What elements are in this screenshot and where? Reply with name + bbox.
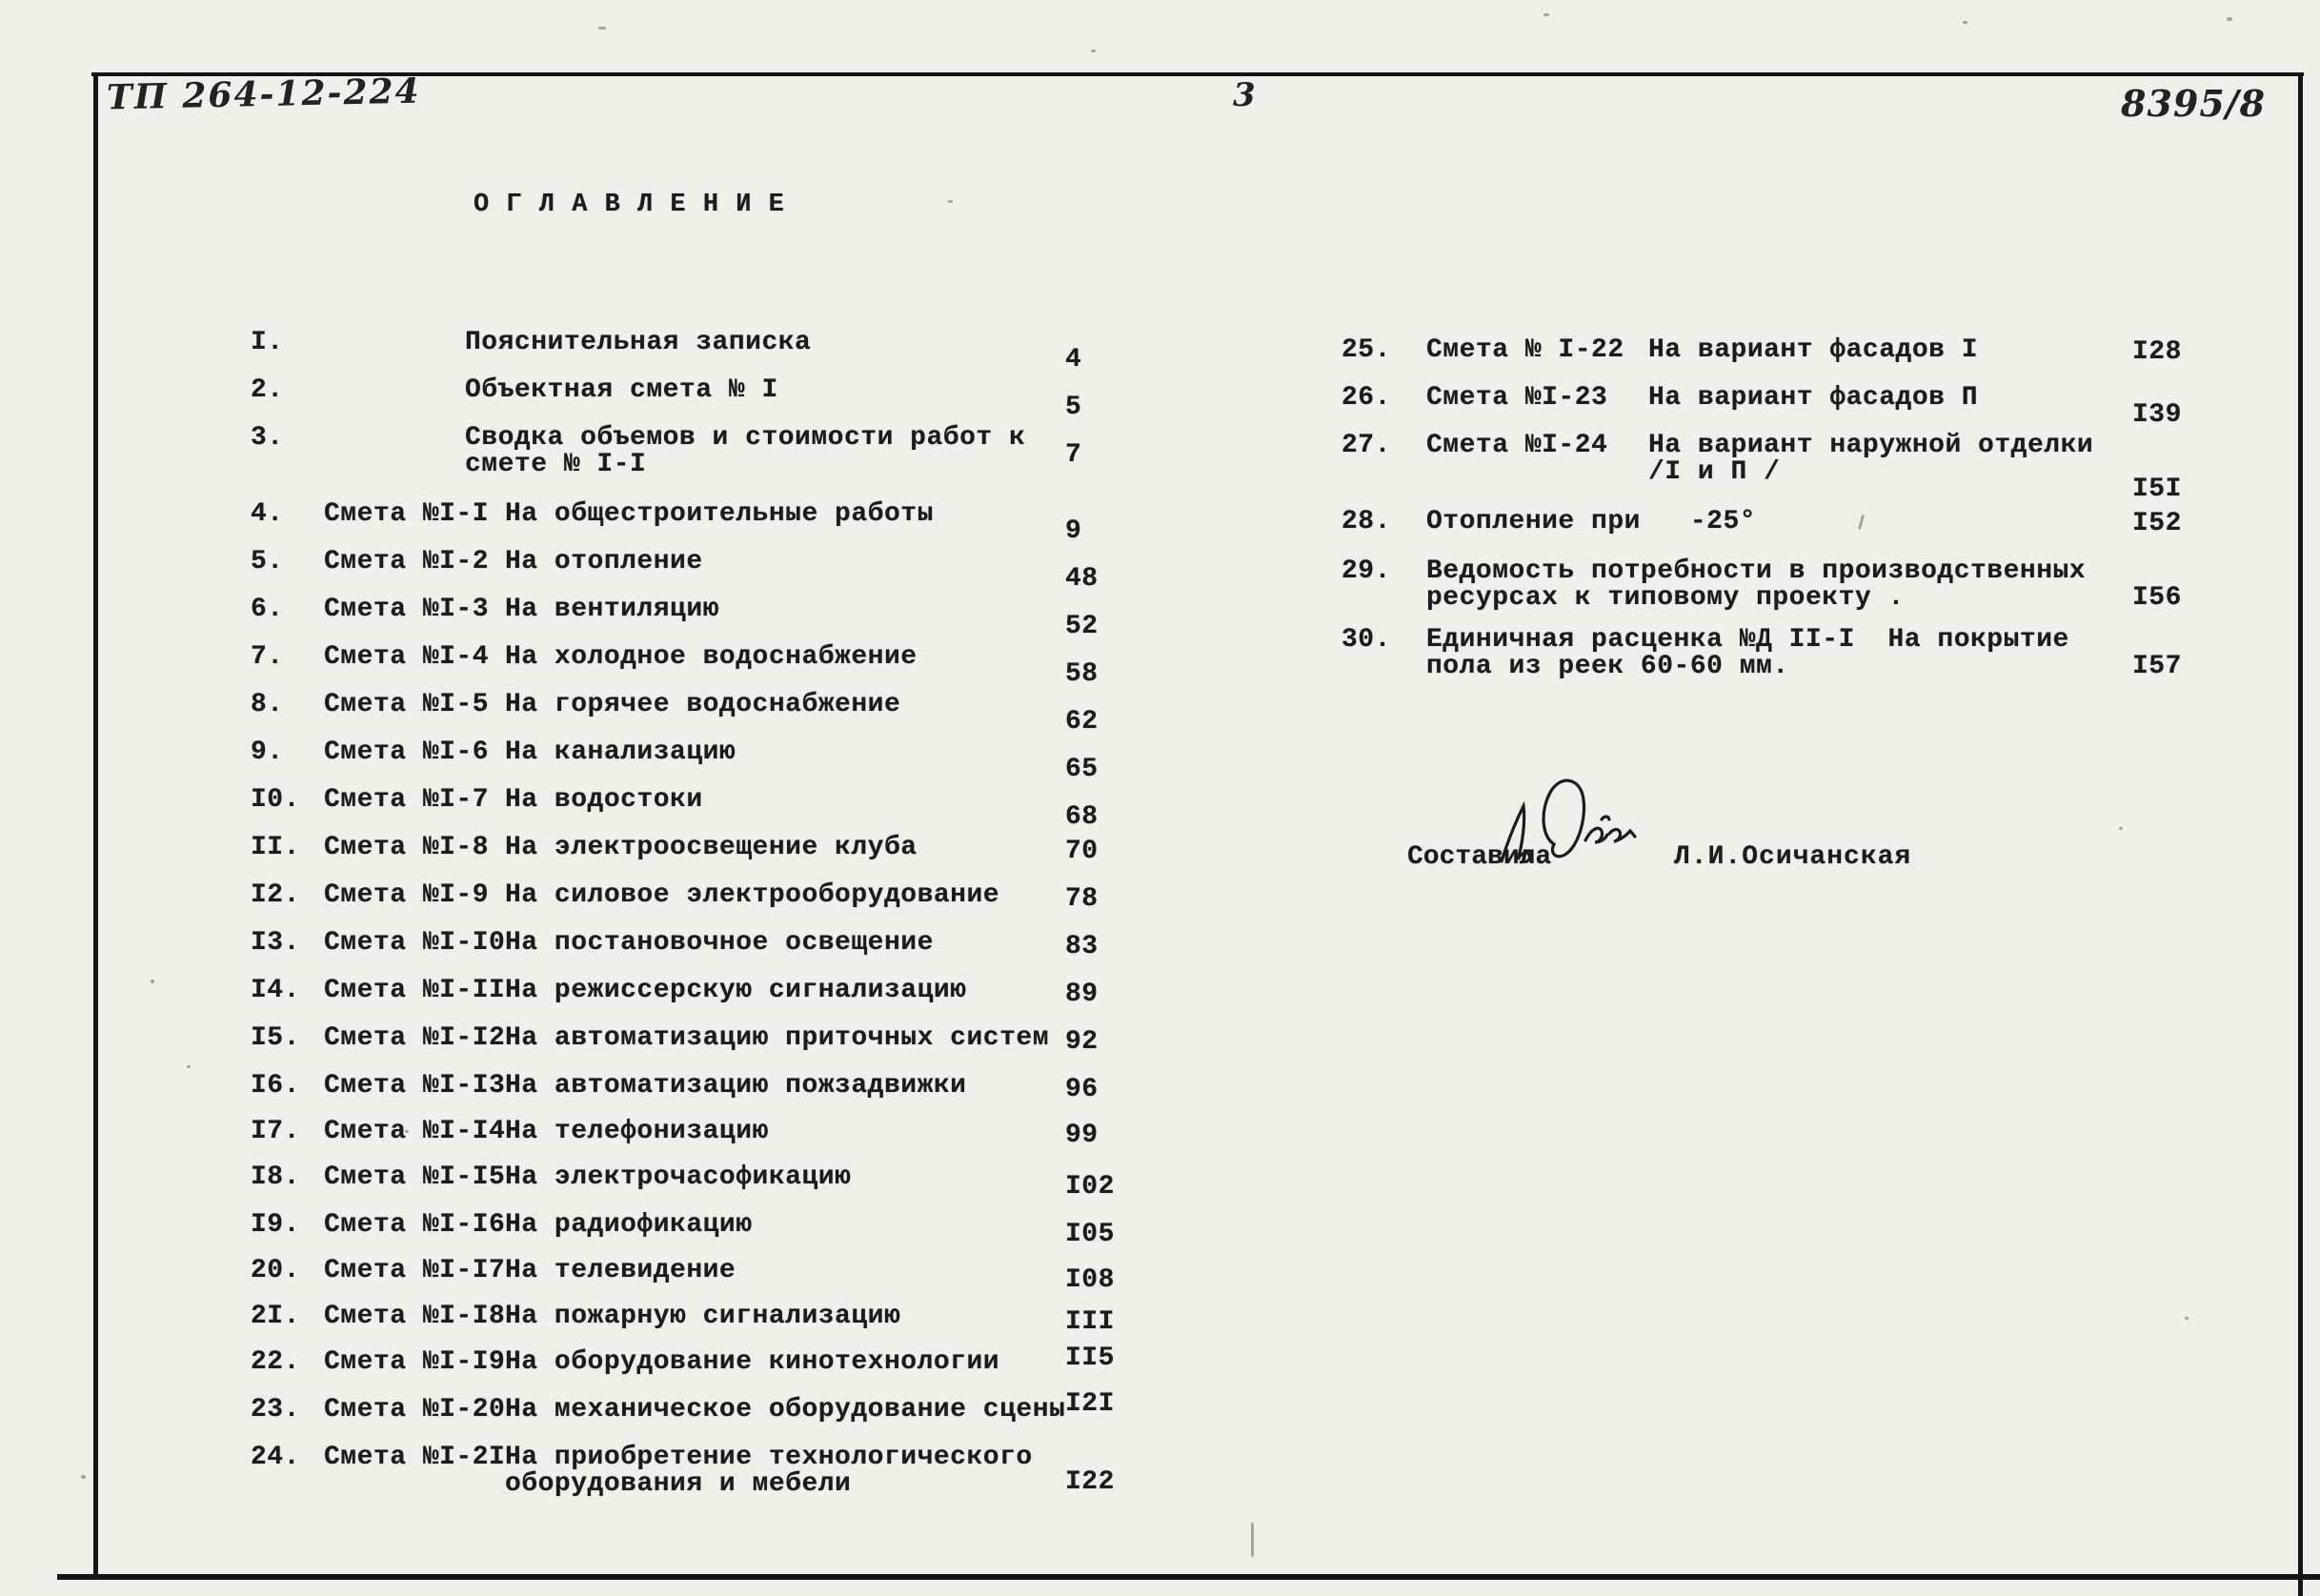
toc-entry-code: Смета №I-I2 — [324, 1023, 506, 1053]
toc-entry-code: Смета № I-22 — [1426, 335, 1624, 365]
toc-entry — [0, 737, 2320, 784]
toc-entry-number: 7. — [251, 642, 284, 672]
toc-entry-number: 5. — [251, 547, 284, 576]
toc-entry-code: Смета №I-3 — [324, 595, 490, 624]
toc-entry-code: Смета №I-I3 — [324, 1071, 506, 1101]
toc-entry — [0, 1210, 2320, 1249]
signature-icon — [1494, 774, 1656, 883]
toc-entry-page: 70 — [1065, 837, 1099, 866]
toc-entry-page: I5I — [2132, 475, 2182, 504]
toc-entry-code: Смета №I-I5 — [324, 1162, 506, 1192]
toc-entry-number: 6. — [251, 595, 284, 624]
toc-entry-title: На вариант наружной отделки — [1648, 431, 2094, 460]
toc-entry-page: 89 — [1065, 980, 1099, 1009]
toc-entry-page: I08 — [1065, 1265, 1115, 1295]
toc-entry-number: 3. — [251, 423, 284, 453]
toc-entry-number: I6. — [251, 1071, 300, 1101]
toc-entry-code: Смета №I-I9 — [324, 1347, 506, 1377]
toc-entry-code: Смета №I-23 — [1426, 383, 1608, 413]
toc-entry — [0, 833, 2320, 865]
toc-entry-title: На канализацию — [505, 737, 736, 767]
toc-entry — [0, 1117, 2320, 1149]
toc-entry-code: Смета №I-20 — [324, 1395, 506, 1424]
toc-entry-number: 23. — [251, 1395, 300, 1424]
toc-entry-number: 2I. — [251, 1302, 300, 1331]
toc-entry-number: 26. — [1342, 383, 1391, 413]
toc-entry-code: Смета №I-24 — [1426, 431, 1608, 460]
toc-entry — [0, 1162, 2320, 1202]
toc-entry-number: 27. — [1342, 431, 1391, 460]
toc-entry-title: На вариант фасадов П — [1648, 383, 1979, 413]
composed-by-label: Составила — [1407, 842, 1552, 872]
toc-entry-code: Смета №I-9 — [324, 880, 490, 910]
toc-entry-number: I0. — [251, 785, 300, 815]
toc-entry-page: I56 — [2132, 583, 2182, 613]
toc-entry-page: 65 — [1065, 755, 1099, 784]
toc-entry-title: На постановочное освещение — [505, 928, 934, 958]
toc-entry-title: На силовое электрооборудование — [505, 880, 1000, 910]
toc-entry-title: На автоматизацию пожзадвижки — [505, 1071, 967, 1101]
toc-entry-code: Смета №I-I4 — [324, 1117, 506, 1146]
toc-entry — [0, 1256, 2320, 1295]
toc-entry-title: На холодное водоснабжение — [505, 642, 918, 672]
toc-entry-title: На механическое оборудование сцены — [505, 1395, 1066, 1424]
toc-entry-number: I. — [251, 328, 284, 357]
toc-entry-title: На режиссерскую сигнализацию — [505, 976, 967, 1005]
toc-entry-number: I2. — [251, 880, 300, 910]
page-border-top — [91, 72, 2304, 76]
toc-entry-code: Смета №I-4 — [324, 642, 490, 672]
toc-entry-title: Отопление при -25° — [1426, 507, 1757, 536]
toc-entry-title: Ведомость потребности в производственных — [1426, 556, 2087, 586]
toc-entry-code: Смета №I-I8 — [324, 1302, 506, 1331]
toc-entry-page: 68 — [1065, 802, 1099, 832]
toc-entry-number: I7. — [251, 1117, 300, 1146]
toc-entry — [0, 976, 2320, 1008]
toc-entry-code: Смета №I-7 — [324, 785, 490, 815]
toc-entry-page: III — [1065, 1307, 1115, 1337]
toc-entry-title: На отопление — [505, 547, 703, 576]
toc-entry-page: 78 — [1065, 884, 1099, 914]
toc-entry — [0, 785, 2320, 832]
toc-entry-page: 7 — [1065, 440, 1082, 470]
toc-entry-title: На общестроительные работы — [505, 499, 934, 529]
toc-entry-number: I9. — [251, 1210, 300, 1240]
toc-entry-title: На телефонизацию — [505, 1117, 769, 1146]
toc-entry-title: На горячее водоснабжение — [505, 690, 901, 719]
toc-entry — [0, 928, 2320, 960]
toc-entry-title: На телевидение — [505, 1256, 736, 1285]
toc-entry-title: Сводка объемов и стоимости работ к — [465, 423, 1026, 453]
toc-entry-code: Смета №I-8 — [324, 833, 490, 862]
toc-entry-page: I39 — [2132, 400, 2182, 430]
toc-entry-page: II5 — [1065, 1343, 1115, 1373]
toc-entry-page: 99 — [1065, 1121, 1099, 1150]
toc-entry-title: На электроосвещение клуба — [505, 833, 918, 862]
toc-entry-page: 92 — [1065, 1027, 1099, 1057]
toc-entry-number: I3. — [251, 928, 300, 958]
toc-entry-number: 9. — [251, 737, 284, 767]
toc-entry — [0, 383, 2320, 430]
toc-entry-code: Смета №I-II — [324, 976, 506, 1005]
toc-entry-title-line2: смете № I-I — [465, 450, 647, 479]
toc-entry-title: На электрочасофикацию — [505, 1162, 852, 1192]
stamp-number: 8395/8 — [2121, 82, 2267, 125]
toc-entry-number: I4. — [251, 976, 300, 1005]
toc-entry-title: На вентиляцию — [505, 595, 719, 624]
toc-entry-number: I8. — [251, 1162, 300, 1192]
toc-entry-number: 25. — [1342, 335, 1391, 365]
toc-entry-page: 52 — [1065, 612, 1099, 641]
toc-entry-title: На автоматизацию приточных систем — [505, 1023, 1049, 1053]
toc-entry-number: 28. — [1342, 507, 1391, 536]
toc-entry-page: 62 — [1065, 707, 1099, 737]
toc-entry-number: II. — [251, 833, 300, 862]
toc-entry-page: I02 — [1065, 1172, 1115, 1202]
toc-entry-code: Смета №I-2 — [324, 547, 490, 576]
toc-entry — [0, 1023, 2320, 1056]
toc-entry-page: 48 — [1065, 564, 1099, 594]
toc-entry-number: 20. — [251, 1256, 300, 1285]
toc-entry — [0, 507, 2320, 539]
toc-entry-page: 83 — [1065, 932, 1099, 961]
toc-entry-title-line2: ресурсах к типовому проекту . — [1426, 583, 1905, 613]
toc-entry-title: На приобретение технологического — [505, 1443, 1033, 1472]
toc-entry-page: 58 — [1065, 659, 1099, 689]
toc-entry-page: I57 — [2132, 652, 2182, 681]
toc-entry-page: I05 — [1065, 1220, 1115, 1249]
toc-entry — [0, 1302, 2320, 1337]
toc-entry-number: 4. — [251, 499, 284, 529]
toc-entry — [0, 690, 2320, 737]
toc-entry — [0, 1389, 2320, 1427]
toc-entry-page: I52 — [2132, 509, 2182, 538]
toc-entry-page: 9 — [1065, 516, 1082, 546]
toc-entry-number: 30. — [1342, 625, 1391, 655]
toc-entry-title: Единичная расценка №Д II-I На покрытие — [1426, 625, 2069, 655]
toc-entry-code: Смета №I-I — [324, 499, 490, 529]
toc-entry — [0, 1443, 2320, 1499]
toc-entry-title: На пожарную сигнализацию — [505, 1302, 901, 1331]
document-code: ТП 264-12-224 — [106, 71, 422, 118]
toc-entry-title: На водостоки — [505, 785, 703, 815]
toc-entry-number: 29. — [1342, 556, 1391, 586]
toc-entry-title-line2: /I и П / — [1648, 457, 1781, 487]
toc-entry-page: 4 — [1065, 345, 1082, 374]
toc-entry-code: Смета №I-5 — [324, 690, 490, 719]
toc-entry-title: Объектная смета № I — [465, 375, 778, 405]
toc-entry — [0, 1071, 2320, 1103]
toc-entry-code: Смета №I-I7 — [324, 1256, 506, 1285]
toc-entry-code: Смета №I-I6 — [324, 1210, 506, 1240]
toc-entry-number: 22. — [251, 1347, 300, 1377]
toc-entry-code: Смета №I-I0 — [324, 928, 506, 958]
toc-entry-title: На радиофикацию — [505, 1210, 753, 1240]
toc-entry-title: Пояснительная записка — [465, 328, 812, 357]
toc-entry-number: 24. — [251, 1443, 300, 1472]
toc-entry — [0, 1343, 2320, 1380]
toc-entry-page: 96 — [1065, 1075, 1099, 1104]
toc-entry-code: Смета №I-2I — [324, 1443, 506, 1472]
sheet-number: 3 — [1233, 76, 1256, 114]
toc-entry-title: На оборудование кинотехнологии — [505, 1347, 1000, 1377]
composed-by-name: Л.И.Осичанская — [1674, 842, 1912, 872]
toc-entry-page: I2I — [1065, 1389, 1115, 1419]
toc-entry-title-line2: пола из реек 60-60 мм. — [1426, 652, 1789, 681]
toc-entry-number: 2. — [251, 375, 284, 405]
toc-entry-page: I22 — [1065, 1467, 1115, 1497]
toc-entry-title: На вариант фасадов I — [1648, 335, 1979, 365]
toc-entry-code: Смета №I-6 — [324, 737, 490, 767]
toc-entry — [0, 880, 2320, 913]
toc-entry-number: I5. — [251, 1023, 300, 1053]
page-border-bottom — [57, 1574, 2320, 1580]
page-title: О Г Л А В Л Е Н И Е — [474, 191, 785, 219]
toc-entry-number: 8. — [251, 690, 284, 719]
toc-entry — [0, 335, 2320, 368]
toc-entry-page: 5 — [1065, 393, 1082, 422]
toc-entry-page: I28 — [2132, 337, 2182, 367]
toc-entry-title-line2: оборудования и мебели — [505, 1469, 852, 1499]
